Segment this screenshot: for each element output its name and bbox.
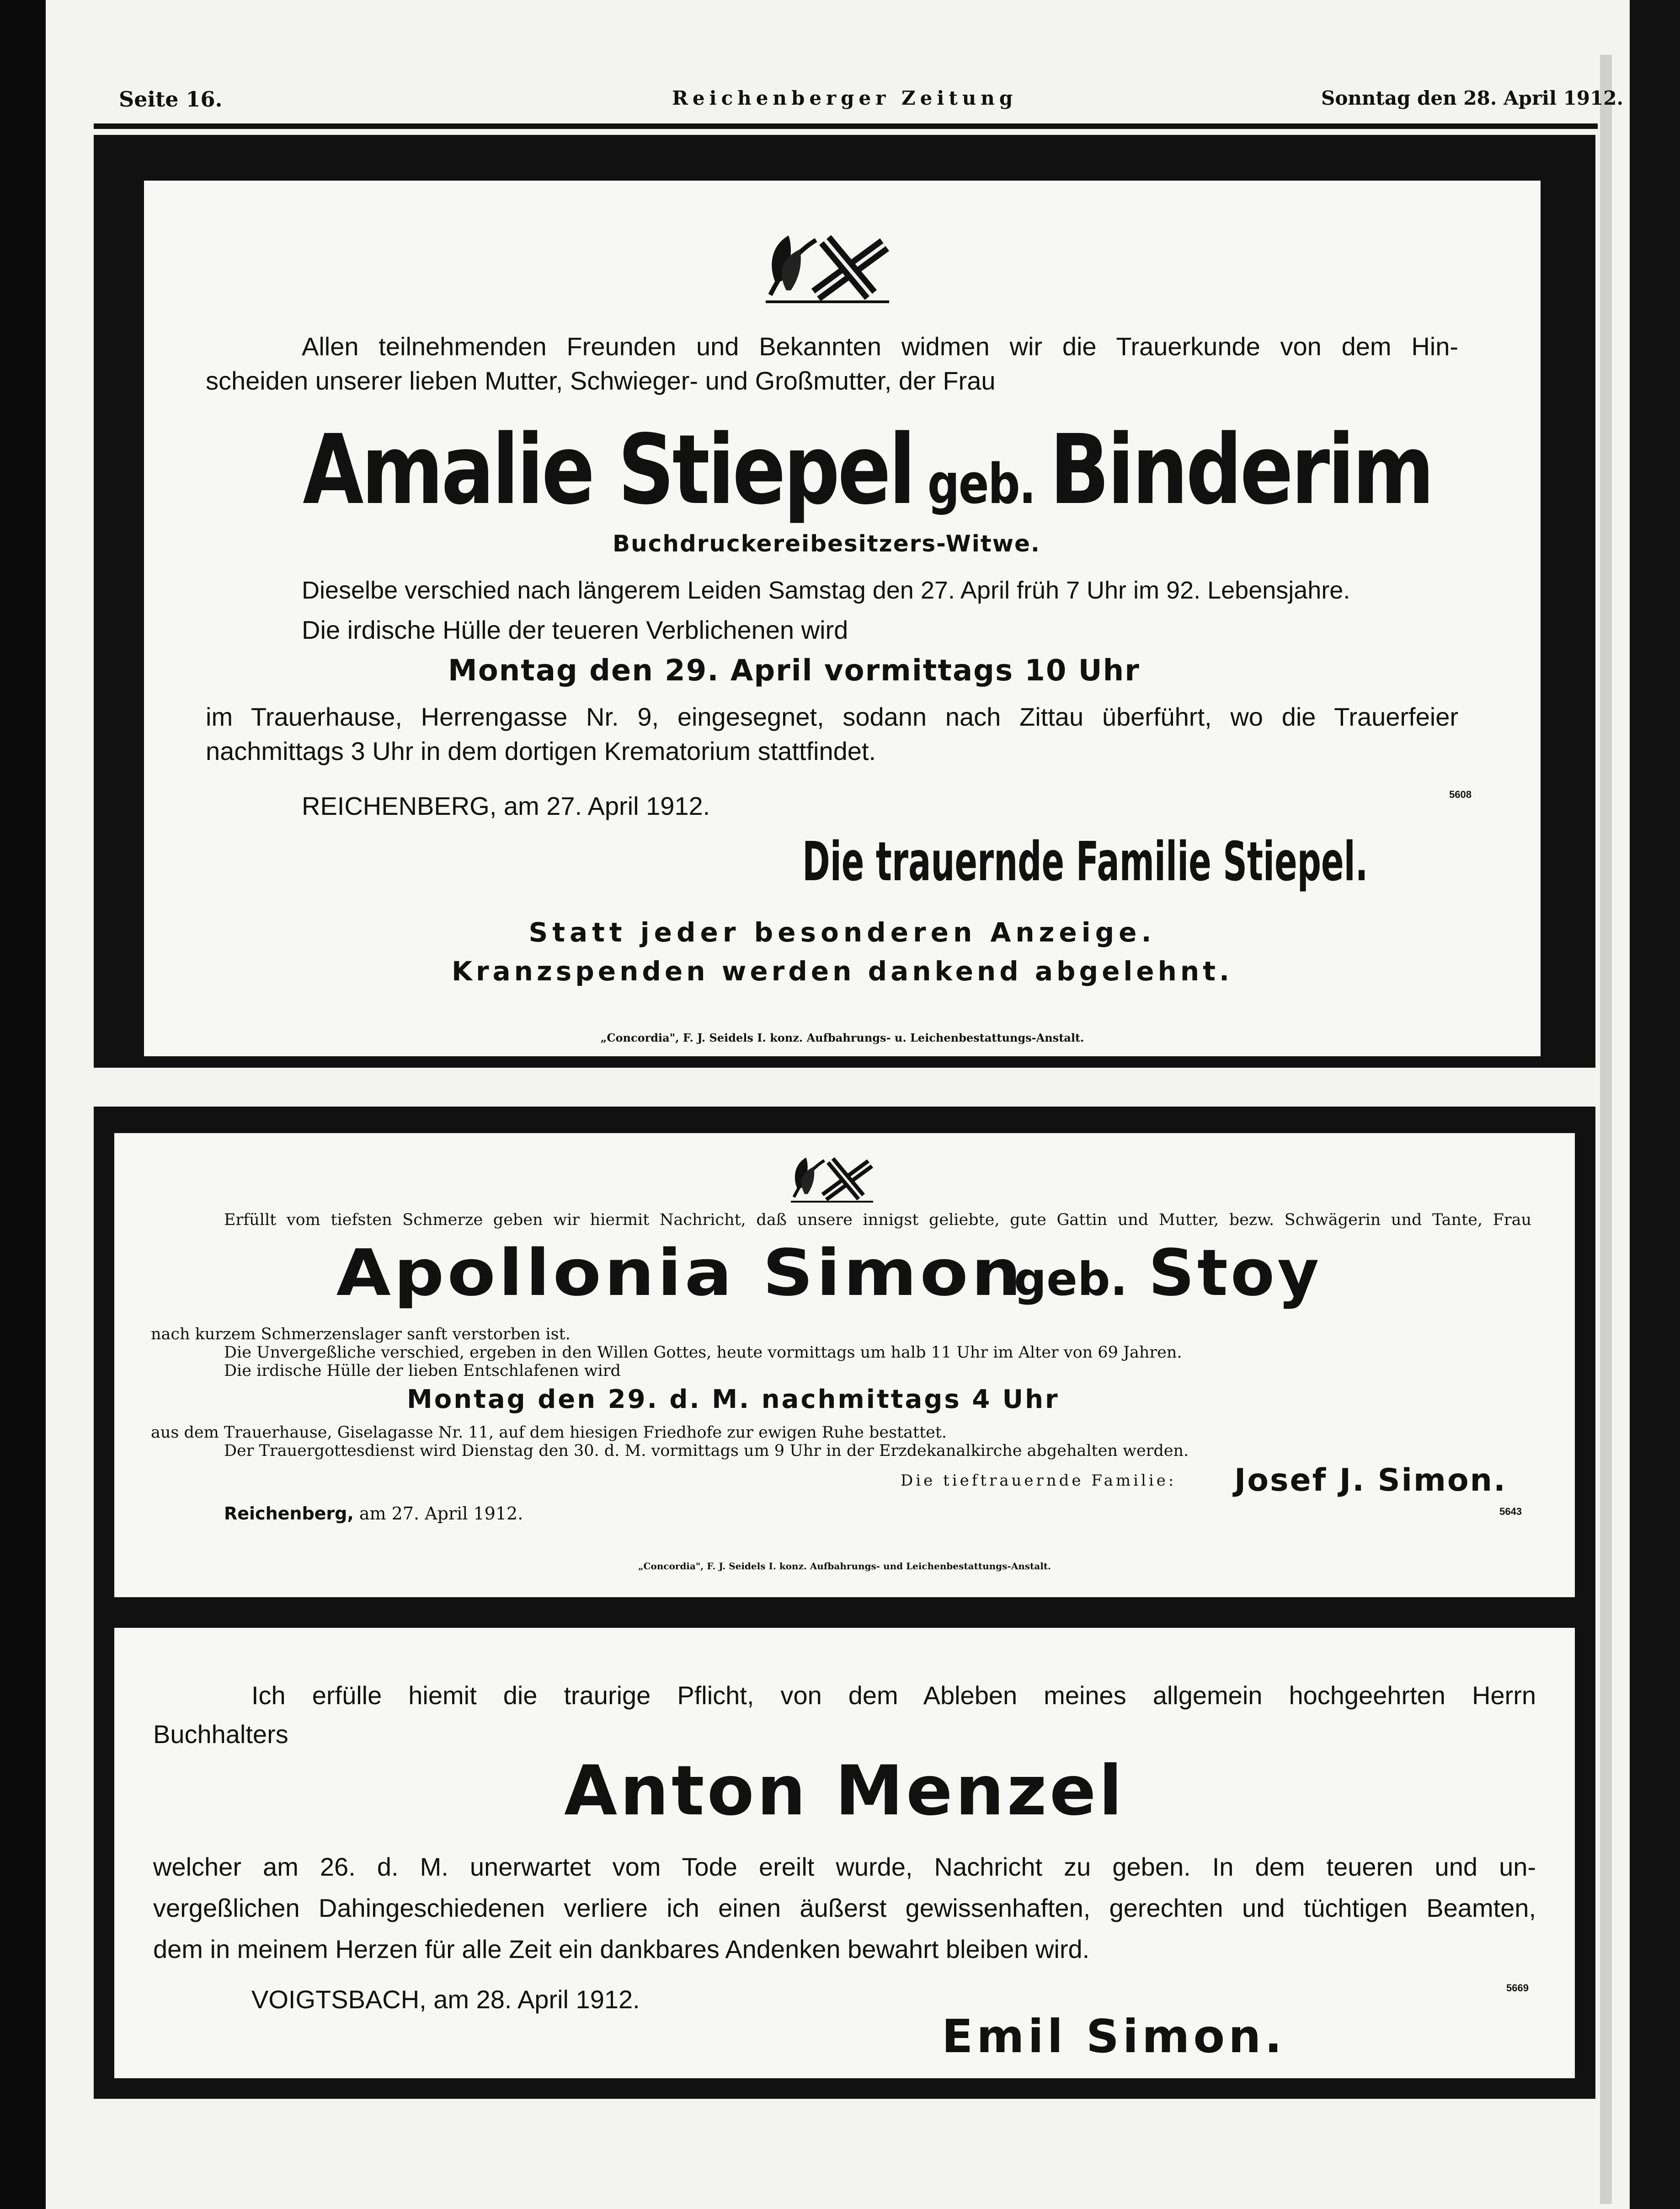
scan-edge-left <box>0 0 46 2209</box>
name-geb: geb. <box>928 453 1035 516</box>
line-4: vergeßlichen Dahingeschiedenen verliere ich einen äußerst gewissenhaften, gerechten und tüchtigen Beamten, <box>153 1893 1536 1922</box>
place-name: Reichenberg, <box>224 1503 354 1524</box>
statt-line-1: Statt jeder besonderen Anzeige. <box>528 917 1156 948</box>
cross-palm-icon <box>786 1151 878 1206</box>
intro: Erfüllt vom tiefsten Schmerze geben wir hiermit Nachricht, daß unsere innigst geliebte, gute Gattin und Mutter, bezw. Schwägerin und Tante, Frau <box>224 1211 1531 1229</box>
undertaker-footer: „Concordia", F. J. Seidels I. konz. Aufbahrungs- u. Leichenbestattungs-Anstalt. <box>600 1031 1084 1044</box>
page-number: Seite 16. <box>119 87 223 112</box>
notice-panel <box>114 1628 1575 2078</box>
death-notice-menzel <box>94 1605 1595 2099</box>
ad-reference: 5669 <box>1506 1982 1529 1994</box>
deceased-name: Anton Menzel <box>564 1751 1125 1831</box>
name-first: Amalie Stiepel <box>302 414 913 526</box>
notice-panel <box>144 181 1541 1056</box>
deceased-title: Buchdruckereibesitzers-Witwe. <box>613 530 1040 557</box>
death-notice-simon <box>94 1107 1595 1612</box>
line-5: dem in meinem Herzen für alle Zeit ein dankbares Andenken bewahrt bleiben wird. <box>153 1935 1090 1963</box>
place-date: VOIGTSBACH, am 28. April 1912. <box>251 1985 640 2014</box>
line-house-2: nachmittags 3 Uhr in dem dortigen Krematorium stattfindet. <box>206 737 876 765</box>
death-notice-stiepel <box>94 135 1595 1068</box>
place-date <box>224 1503 523 1524</box>
funeral-date: Montag den 29. April vormittags 10 Uhr <box>448 654 1140 688</box>
line-1: nach kurzem Schmerzenslager sanft verstorben ist. <box>151 1325 571 1343</box>
cross-palm-icon <box>761 226 894 309</box>
line-2: Die Unvergeßliche verschied, ergeben in den Willen Gottes, heute vormittags um halb 11 Uhr im Alter von 69 Jahren. <box>224 1343 1182 1362</box>
signature: Emil Simon. <box>942 2010 1286 2063</box>
name-last: Stoy <box>1148 1236 1322 1310</box>
name-first: Apollonia Simon <box>336 1236 1024 1310</box>
page-fold <box>1600 55 1612 2204</box>
line-1: Ich erfülle hiemit die traurige Pflicht, von dem Ableben meines allgemein hochgeehrten Herrn <box>251 1681 1536 1710</box>
intro-line-1: Allen teilnehmenden Freunden und Bekannten widmen wir die Trauerkunde von dem Hin- <box>302 332 1458 361</box>
deceased-name <box>144 414 1541 526</box>
signature-prefix: Die tieftrauernde Familie: <box>901 1471 1177 1490</box>
name-last: Binderim <box>1049 414 1432 526</box>
deceased-name <box>114 1236 1575 1310</box>
statt-line-2: Kranzspenden werden dankend abgelehnt. <box>452 956 1233 987</box>
place-date: REICHENBERG, am 27. April 1912. <box>302 792 710 820</box>
intro-line-2: scheiden unserer lieben Mutter, Schwieger- und Großmutter, der Frau <box>206 366 996 395</box>
signature: Die trauernde Familie Stiepel. <box>802 830 1368 893</box>
issue-date: Sonntag den 28. April 1912. <box>1321 87 1624 109</box>
date-text: am 27. April 1912. <box>359 1503 523 1524</box>
header-rule <box>94 123 1598 129</box>
line-3: Die irdische Hülle der lieben Entschlafenen wird <box>224 1362 621 1380</box>
line-5: Der Trauergottesdienst wird Dienstag den 30. d. M. vormittags um 9 Uhr in der Erzdekanalkirche abgehalten werden. <box>224 1442 1189 1460</box>
line-remains: Die irdische Hülle der teueren Verblichenen wird <box>302 615 848 644</box>
funeral-date: Montag den 29. d. M. nachmittags 4 Uhr <box>407 1385 1060 1414</box>
newspaper-title: Reichenberger Zeitung <box>672 87 1018 109</box>
line-died: Dieselbe verschied nach längerem Leiden Samstag den 27. April früh 7 Uhr im 92. Lebensjahre. <box>302 577 1350 604</box>
line-house-1: im Trauerhause, Herrengasse Nr. 9, eingesegnet, sodann nach Zittau überführt, wo die Trauerfeier <box>206 702 1458 731</box>
scan-edge-right <box>1630 0 1680 2209</box>
line-4: aus dem Trauerhause, Giselagasse Nr. 11, auf dem hiesigen Friedhofe zur ewigen Ruhe bestattet. <box>151 1423 947 1442</box>
line-3: welcher am 26. d. M. unerwartet vom Tode ereilt wurde, Nachricht zu geben. In dem teueren und un- <box>153 1852 1536 1881</box>
notice-panel <box>114 1133 1575 1597</box>
ad-reference: 5643 <box>1499 1506 1522 1517</box>
name-geb: geb. <box>1013 1252 1128 1306</box>
undertaker-footer: „Concordia", F. J. Seidels I. konz. Aufbahrungs- und Leichenbestattungs-Anstalt. <box>638 1561 1051 1572</box>
ad-reference: 5608 <box>1449 789 1472 800</box>
signature-name: Josef J. Simon. <box>1234 1462 1507 1498</box>
line-2: Buchhalters <box>153 1720 288 1749</box>
